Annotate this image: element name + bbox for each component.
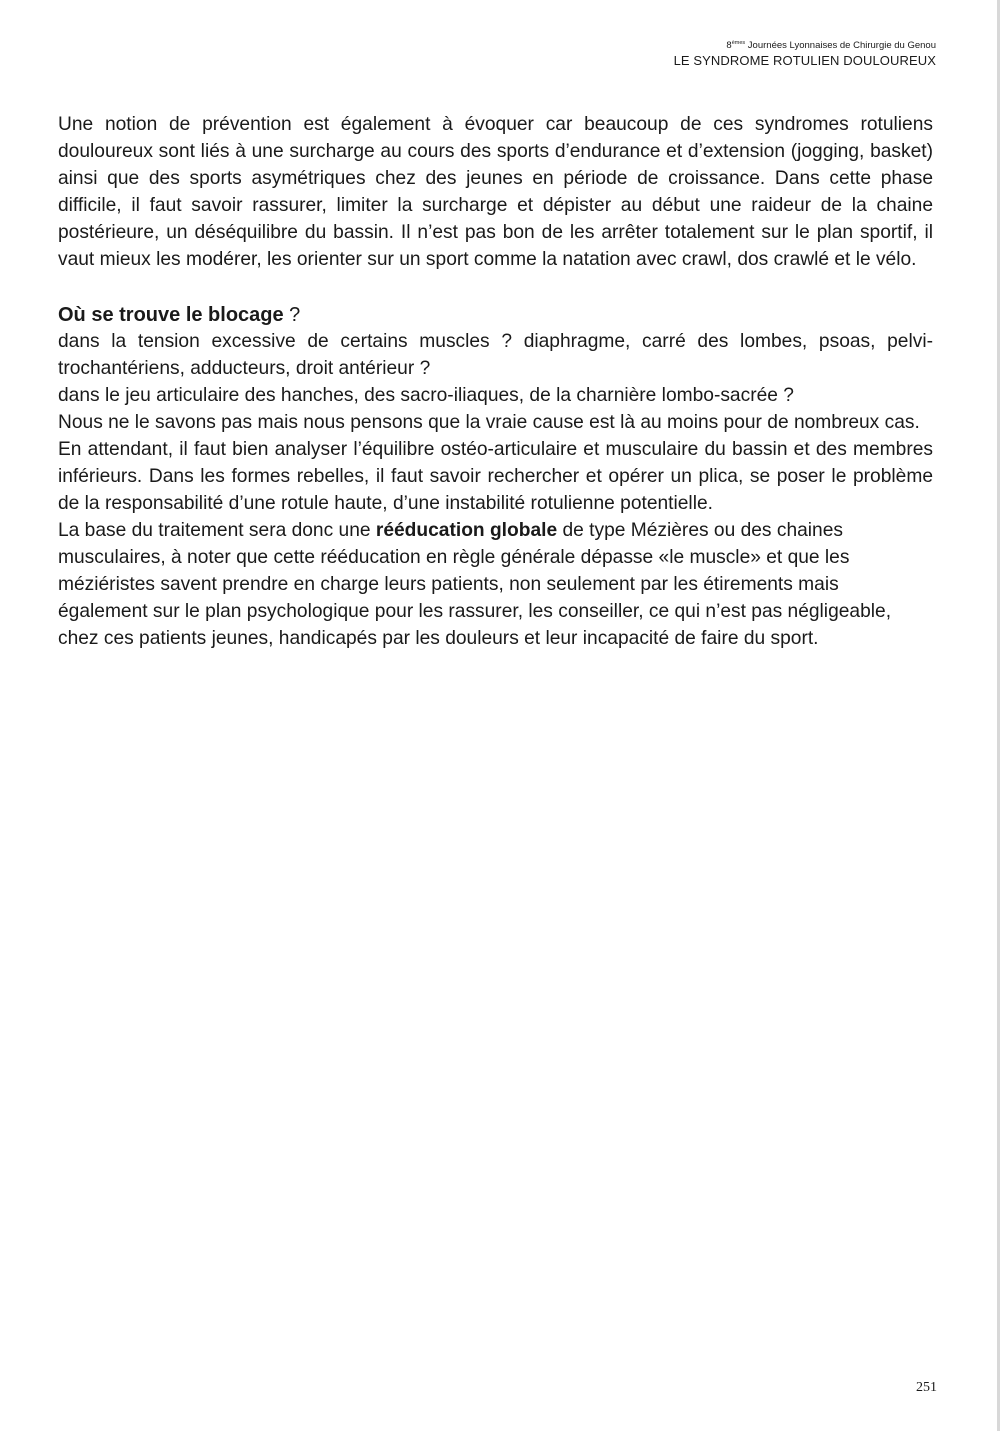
conference-ordinal-suffix: èmes: [731, 40, 746, 46]
section-heading: [58, 302, 933, 328]
treatment-rest: de type Mézières ou des chaines musculaires, à noter que cette rééducation en règle générale dépasse «le muscle» et que les méziéristes savent prendre en charge leurs patients, non seulement par les étirements mais également sur le plan psychologique pour les rassurer, les conseiller, ce qui n’est pas négligeable, chez ces patients jeunes, handicapés par les douleurs et leur incapacité de faire du sport.: [58, 520, 892, 649]
cause-paragraph: Nous ne le savons pas mais nous pensons que la vraie cause est là au moins pour de nombreux cas.: [58, 412, 920, 433]
treatment-paragraph: [58, 517, 933, 652]
running-header: [674, 36, 936, 68]
analysis-paragraph: En attendant, il faut bien analyser l’équilibre ostéo-articulaire et musculaire du bassin et des membres inférieurs. Dans les formes rebelles, il faut savoir rechercher et opérer un plica, se poser le problème de la responsabilité d’une rotule haute, d’une instabilité rotulienne potentielle.: [58, 439, 933, 514]
treatment-emphasis: rééducation globale: [375, 520, 558, 541]
document-title: LE SYNDROME ROTULIEN DOULOUREUX: [673, 53, 936, 68]
treatment-intro: La base du traitement sera donc une: [58, 520, 376, 541]
conference-name: [674, 36, 936, 53]
section-heading-text: Où se trouve le blocage: [58, 304, 284, 326]
conference-ordinal: 8: [726, 40, 732, 51]
muscles-paragraph: dans la tension excessive de certains muscles ? diaphragme, carré des lombes, psoas, pelvi-trochantériens, adducteurs, droit antérieur ?: [58, 331, 933, 379]
section-heading-mark: ?: [283, 304, 301, 326]
prevention-paragraph: Une notion de prévention est également à évoquer car beaucoup de ces syndromes rotuliens douloureux sont liés à une surcharge au cours des sports d’endurance et d’extension (jogging, basket) ainsi que des sports asymétriques chez des jeunes en période de croissance. Dans cette phase difficile, il faut savoir rassurer, limiter la surcharge et dépister au début une raideur de la chaine postérieure, un déséquilibre du bassin. Il n’est pas bon de les arrêter totalement sur le plan sportif, il vaut mieux les modérer, les orienter sur un sport comme la natation avec crawl, dos crawlé et le vélo.: [58, 114, 933, 270]
conference-title: Journées Lyonnaises de Chirurgie du Genou: [745, 40, 936, 51]
page-number: 251: [916, 1380, 937, 1395]
joints-paragraph: dans le jeu articulaire des hanches, des sacro-iliaques, de la charnière lombo-sacrée ?: [58, 385, 794, 406]
page-body: [58, 111, 933, 652]
